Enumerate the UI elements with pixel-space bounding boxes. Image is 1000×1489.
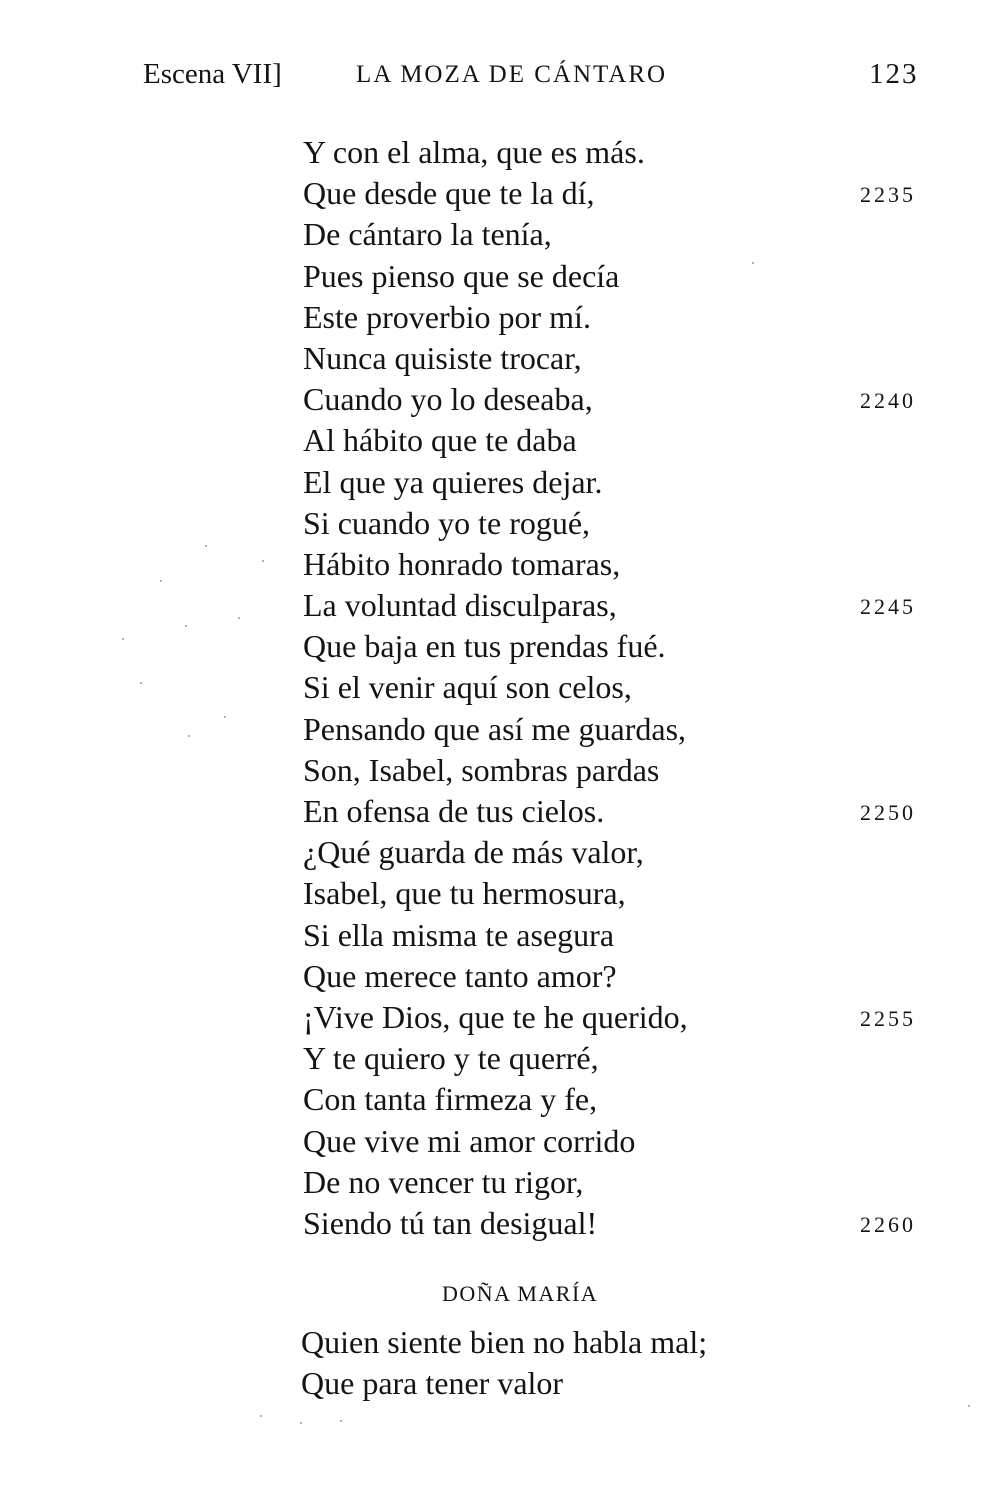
line-number: 2260 xyxy=(860,1211,916,1237)
verse-text: De no vencer tu rigor, xyxy=(303,1163,584,1200)
verse-text: Si cuando yo te rogué, xyxy=(303,504,591,541)
verse-text: ¡Vive Dios, que te he querido, xyxy=(303,998,688,1035)
verse-text: Que baja en tus prendas fué. xyxy=(303,628,666,665)
verse-text: Que desde que te la dí, xyxy=(303,175,595,212)
verse-text: Pensando que así me guardas, xyxy=(303,710,687,747)
verse-text: Siendo tú tan desigual! xyxy=(303,1204,598,1241)
verse-text: ¿Qué guarda de más valor, xyxy=(303,834,644,871)
verse-text: De cántaro la tenía, xyxy=(303,216,552,253)
scene-label: Escena VII] xyxy=(143,58,282,90)
verse-text: Quien siente bien no habla mal; xyxy=(301,1324,708,1360)
verse-text: Que merece tanto amor? xyxy=(303,957,617,994)
line-number: 2255 xyxy=(860,1005,916,1031)
line-number: 2245 xyxy=(860,594,916,620)
verse-text: Si el venir aquí son celos, xyxy=(303,669,632,706)
verse-text: Y te quiero y te querré, xyxy=(303,1040,599,1077)
verse-text: Pues pienso que se decía xyxy=(303,257,620,294)
verse-text: Nunca quisiste trocar, xyxy=(303,339,582,376)
verse-text: Que para tener valor xyxy=(301,1365,564,1402)
verse-text: La voluntad disculparas, xyxy=(303,587,617,624)
verse-text: Este proverbio por mí. xyxy=(303,298,591,335)
verse-text: Son, Isabel, sombras pardas xyxy=(303,751,660,788)
play-title: LA MOZA DE CÁNTARO xyxy=(356,61,668,88)
speaker-name: DOÑA MARÍA xyxy=(442,1281,599,1306)
verse-text: Y con el alma, que es más. xyxy=(303,134,645,170)
verse-text: Cuando yo lo deseaba, xyxy=(303,381,593,418)
verse-text: Que vive mi amor corrido xyxy=(303,1122,636,1159)
page-number: 123 xyxy=(869,58,919,90)
verse-text: Si ella misma te asegura xyxy=(303,916,615,953)
verse-text: El que ya quieres dejar. xyxy=(303,463,603,500)
verse-text: En ofensa de tus cielos. xyxy=(303,793,605,829)
line-number: 2240 xyxy=(860,388,916,414)
verse-text: Al hábito que te daba xyxy=(303,422,577,459)
line-number: 2235 xyxy=(860,182,916,208)
line-number: 2250 xyxy=(860,800,916,825)
verse-text: Hábito honrado tomaras, xyxy=(303,545,621,582)
verse-text: Isabel, que tu hermosura, xyxy=(303,875,626,912)
verse-text: Con tanta firmeza y fe, xyxy=(303,1081,598,1118)
